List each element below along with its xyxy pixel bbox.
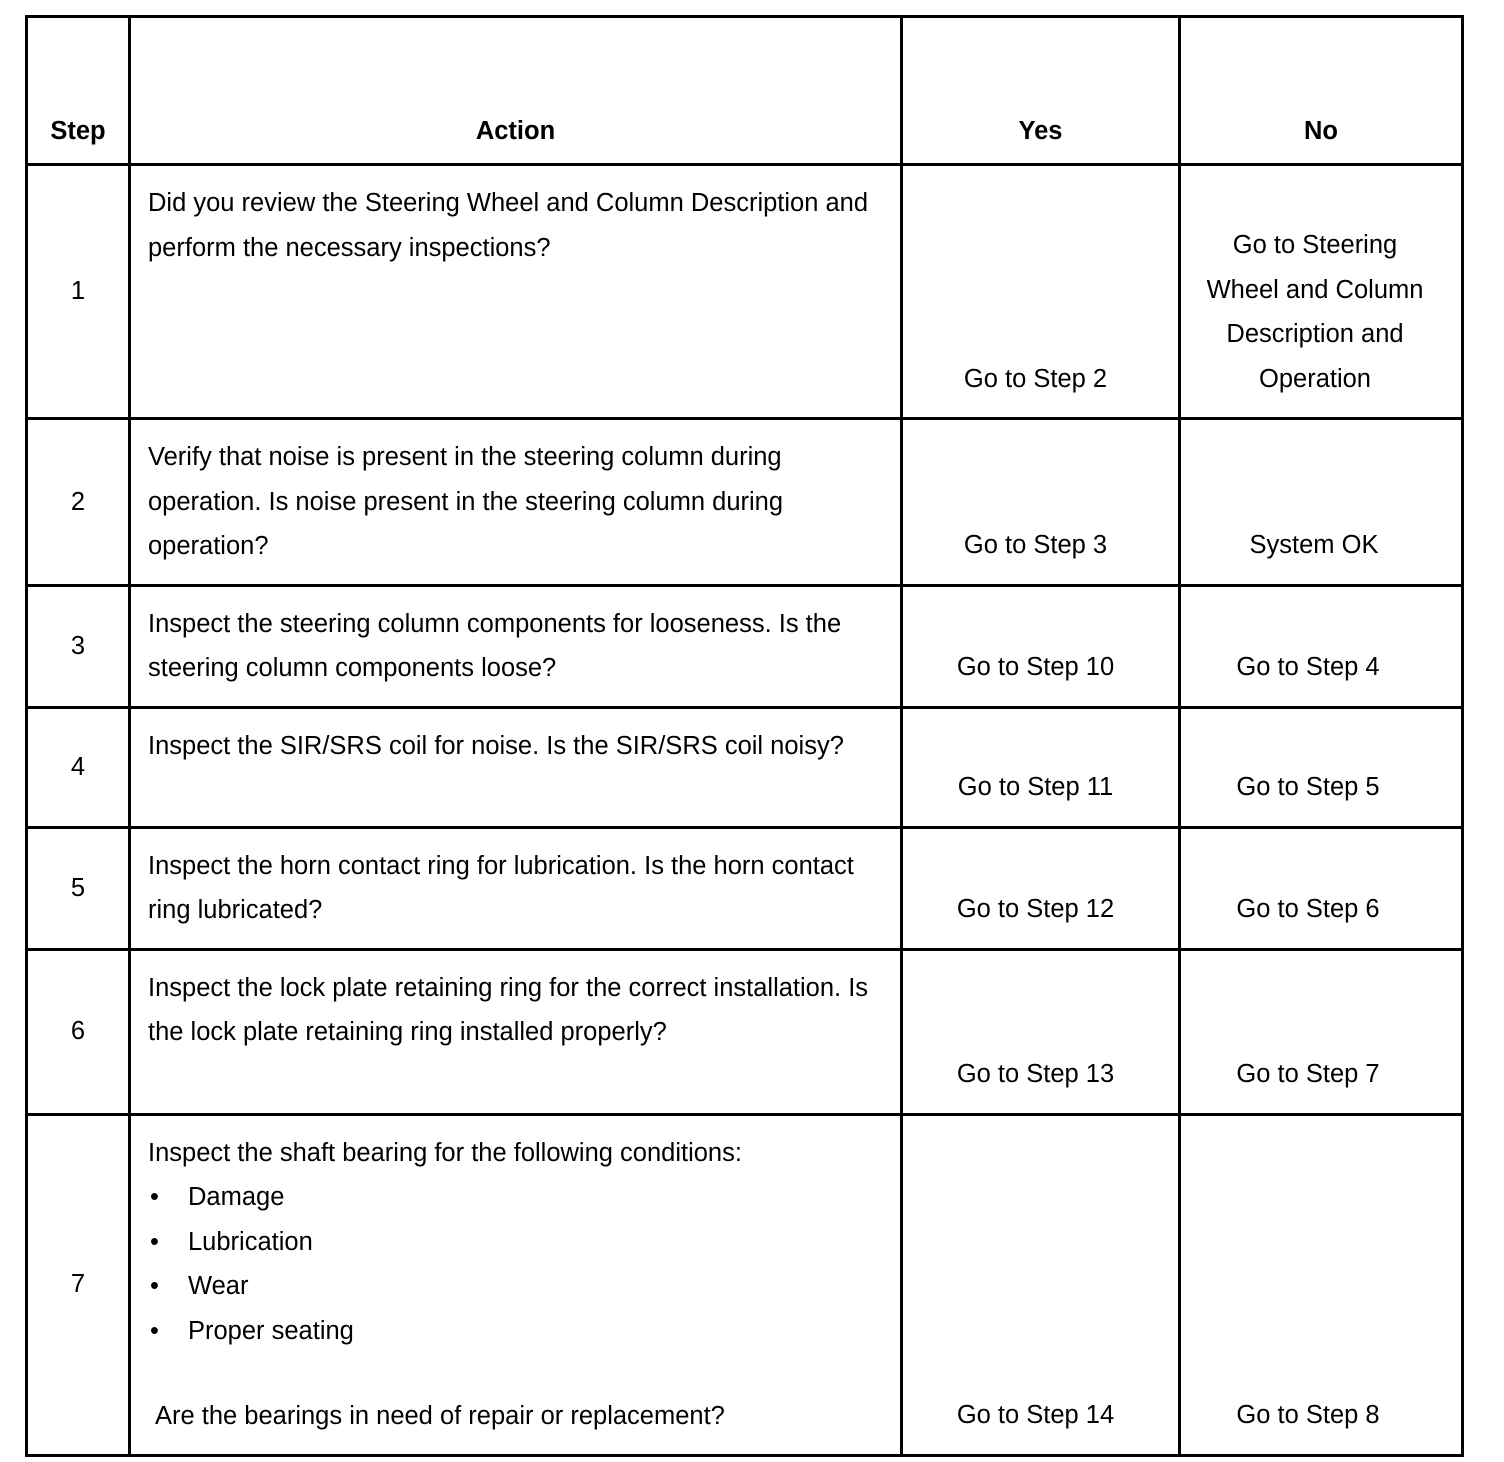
no-result: Go to Step 6 <box>1180 827 1463 949</box>
no-header: No <box>1180 17 1463 165</box>
action-text: Inspect the steering column components for looseness. Is the steering column components loose? <box>130 585 902 707</box>
table-row <box>27 949 1463 1114</box>
action-text: Inspect the lock plate retaining ring for the correct installation. Is the lock plate retaining ring installed properly? <box>130 949 902 1114</box>
diagnostic-table <box>25 15 1464 1457</box>
step-number: 3 <box>27 585 130 707</box>
no-result: Go to Step 4 <box>1180 585 1463 707</box>
no-result: System OK <box>1180 419 1463 586</box>
yes-result: Go to Step 3 <box>902 419 1180 586</box>
table-row <box>27 585 1463 707</box>
yes-result: Go to Step 13 <box>902 949 1180 1114</box>
no-result: Go to Step 8 <box>1180 1114 1463 1455</box>
step-number: 2 <box>27 419 130 586</box>
yes-result: Go to Step 10 <box>902 585 1180 707</box>
list-item: • Damage <box>148 1175 880 1220</box>
action-text: Did you review the Steering Wheel and Column Description and perform the necessary inspections? <box>130 165 902 419</box>
bullet-icon: • <box>150 1183 159 1211</box>
no-result: Go to Step 5 <box>1180 707 1463 827</box>
bullet-icon: • <box>150 1227 159 1256</box>
list-item: • Wear <box>148 1264 880 1309</box>
yes-result: Go to Step 14 <box>902 1114 1180 1455</box>
table-row <box>27 707 1463 827</box>
step-number: 1 <box>27 165 130 419</box>
table-row <box>27 165 1463 419</box>
no-result: Go to Steering Wheel and Column Description and Operation <box>1180 165 1463 419</box>
yes-result: Go to Step 11 <box>902 707 1180 827</box>
table-row <box>27 1114 1463 1455</box>
bullet-icon: • <box>150 1272 159 1300</box>
yes-header: Yes <box>902 17 1180 165</box>
yes-result: Go to Step 12 <box>902 827 1180 949</box>
action-text: Inspect the horn contact ring for lubrication. Is the horn contact ring lubricated? <box>130 827 902 949</box>
bullet-icon: • <box>150 1316 159 1345</box>
list-item: • Proper seating <box>148 1309 880 1354</box>
header-row <box>27 17 1463 165</box>
table-row <box>27 419 1463 586</box>
step-number: 4 <box>27 707 130 827</box>
action-text <box>130 1114 902 1455</box>
conditions-list <box>148 1175 880 1353</box>
action-text: Verify that noise is present in the steering column during operation. Is noise present in the steering column during operation? <box>130 419 902 586</box>
table-row <box>27 827 1463 949</box>
step-number: 5 <box>27 827 130 949</box>
no-result: Go to Step 7 <box>1180 949 1463 1114</box>
step-number: 6 <box>27 949 130 1114</box>
action-text: Inspect the SIR/SRS coil for noise. Is the SIR/SRS coil noisy? <box>130 707 902 827</box>
step-number: 7 <box>27 1114 130 1455</box>
step-header: Step <box>27 17 130 165</box>
yes-result: Go to Step 2 <box>902 165 1180 419</box>
conditions-intro: Inspect the shaft bearing for the following conditions: <box>148 1138 742 1167</box>
conditions-question: Are the bearings in need of repair or replacement? <box>155 1402 725 1430</box>
list-item: • Lubrication <box>148 1220 880 1265</box>
action-header: Action <box>130 17 902 165</box>
